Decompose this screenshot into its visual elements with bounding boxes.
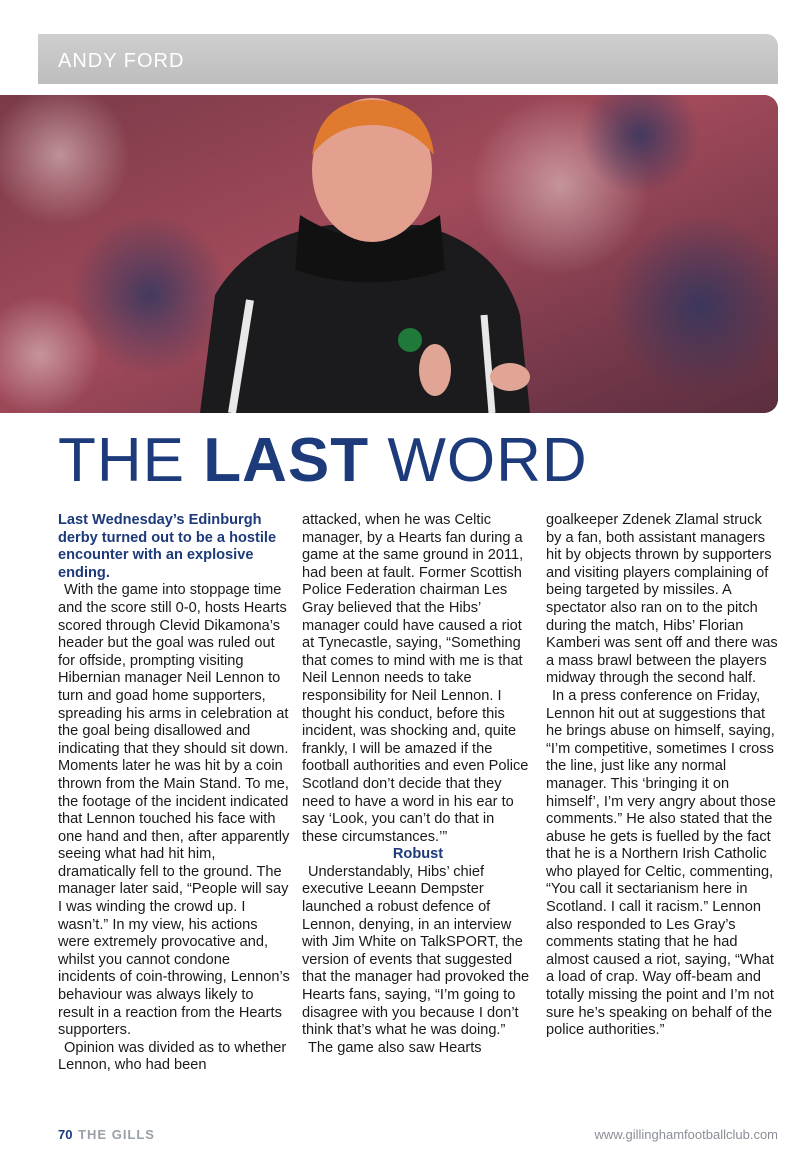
article-paragraph: Opinion was divided as to whether Lennon, who had been	[58, 1039, 287, 1074]
article-paragraph: With the game into stoppage time and the score still 0-0, hosts Hearts scored through Clevid Dikamona’s header but the goal was ruled out for offside, prompting visiting Hibernian manager Neil Lennon to turn and goad home supporters, spreading his arms in celebration at the goal being disallowed and indicating that they should sit down. Moments later he was hit by a coin thrown from the Main Stand. To me, the footage of the incident indicated that Lennon touched his face with one hand and then, after apparently seeing what had hit him, dramatically fell to the ground. The manager later said, “People will say I was winding the crowd up. I wasn’t.” In my view, his actions were extremely provocative and, whilst you cannot condone incidents of coin-throwing, Lennon’s behaviour was always likely to result in a reaction from the Hearts supporters.	[58, 582, 290, 1039]
article-paragraph: attacked, when he was Celtic manager, by a Hearts fan during a game at the same ground in 2011, had been at fault. Former Scottish Police Federation chairman Les Gray believed that the Hibs’ manager could have caused a riot at Tynecastle, saying, “Something that comes to mind with me is that Neil Lennon needs to take responsibility for Neil Lennon. I thought his conduct, before this incident, was shocking and, quite frankly, I will be amazed if the football authorities and even Police Scotland don’t decide that they need to have a word in his ear to say ‘Look, you can’t do that in these circumstances.’”	[302, 512, 529, 845]
article-column-1	[58, 512, 290, 1075]
headline	[58, 425, 588, 496]
manager-photo-icon	[0, 95, 778, 413]
page-number: 70	[58, 1127, 73, 1142]
manager-photo	[0, 95, 778, 413]
article-paragraph: goalkeeper Zdenek Zlamal struck by a fan, both assistant managers hit by objects thrown by supporters and visiting players complaining of being targeted by missiles. A spectator also ran on to the pitch during the match, Hibs’ Florian Kamberi was sent off and there was a mass brawl between the players midway through the second half.	[546, 512, 778, 687]
headline-part1: THE	[58, 426, 204, 495]
headline-part3: WORD	[369, 426, 588, 495]
article-paragraph: In a press conference on Friday, Lennon hit out at suggestions that he brings abuse on himself, saying, “I’m competitive, sometimes I cross the line, just like any normal manager. This ‘bringing it on himself’, I’m very angry about those comments.” He also stated that the abuse he gets is fuelled by the fact that he is a Northern Irish Catholic who played for Celtic, commenting, “You call it sectarianism here in Scotland. I call it racism.” Lennon also responded to Les Gray’s comments stating that he had almost caused a riot, saying, “What a load of crap. Way off-beam and totally missing the point and I’m not sure he’s speaking on behalf of the police authorities.”	[546, 687, 776, 1039]
footer-page-number	[58, 1127, 155, 1142]
article-column-2	[302, 512, 534, 1057]
headline-part2: LAST	[203, 426, 370, 495]
footer-url: www.gillinghamfootballclub.com	[594, 1127, 778, 1142]
article-paragraph: Understandably, Hibs’ chief executive Leeann Dempster launched a robust defence of Lennon, denying, in an interview with Jim White on TalkSPORT, the version of events that suggested that the manager had provoked the Hearts fans, saying, “I’m going to disagree with you because I don’t think that’s what he was doing.”	[302, 863, 530, 1039]
article-column-3	[546, 512, 778, 1040]
author-name: ANDY FORD	[58, 50, 185, 72]
article-subheading: Robust	[392, 846, 444, 863]
article-paragraph: The game also saw Hearts	[308, 1039, 482, 1056]
publication-name: THE GILLS	[78, 1127, 155, 1142]
article-intro: Last Wednesday’s Edinburgh derby turned out to be a hostile encounter with an explosive ending.	[58, 512, 277, 581]
